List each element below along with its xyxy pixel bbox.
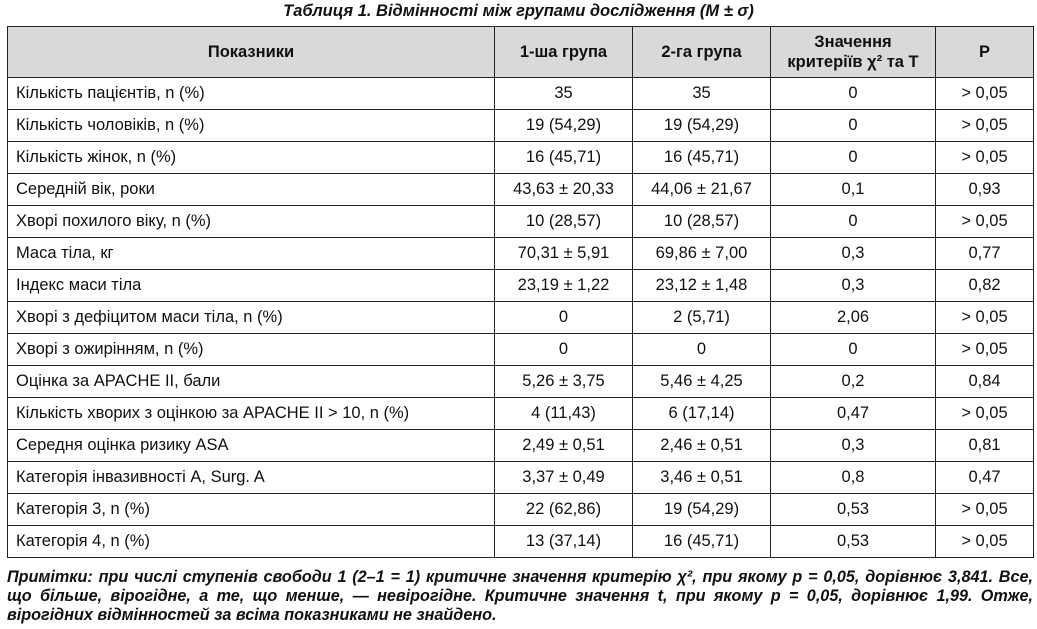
cell-indicator: Середня оцінка ризику ASA <box>8 430 495 462</box>
cell-group2: 2 (5,71) <box>633 302 771 334</box>
cell-p: 0,77 <box>936 238 1034 270</box>
cell-group1: 0 <box>495 302 633 334</box>
table-row <box>8 110 1034 142</box>
cell-criterion: 0 <box>771 110 936 142</box>
cell-group2: 10 (28,57) <box>633 206 771 238</box>
cell-p: > 0,05 <box>936 526 1034 558</box>
cell-group2: 2,46 ± 0,51 <box>633 430 771 462</box>
cell-group1: 43,63 ± 20,33 <box>495 174 633 206</box>
cell-p: 0,82 <box>936 270 1034 302</box>
cell-criterion: 0,3 <box>771 270 936 302</box>
cell-indicator: Хворі з ожирінням, n (%) <box>8 334 495 366</box>
cell-criterion: 0 <box>771 206 936 238</box>
table-row <box>8 430 1034 462</box>
table-row <box>8 398 1034 430</box>
header-criterion <box>771 27 936 78</box>
cell-group1: 5,26 ± 3,75 <box>495 366 633 398</box>
cell-group2: 35 <box>633 78 771 110</box>
cell-group2: 19 (54,29) <box>633 110 771 142</box>
cell-indicator: Кількість пацієнтів, n (%) <box>8 78 495 110</box>
cell-criterion: 0,3 <box>771 430 936 462</box>
cell-indicator: Індекс маси тіла <box>8 270 495 302</box>
cell-p: 0,81 <box>936 430 1034 462</box>
cell-group2: 44,06 ± 21,67 <box>633 174 771 206</box>
cell-group2: 16 (45,71) <box>633 526 771 558</box>
cell-group1: 4 (11,43) <box>495 398 633 430</box>
table-row <box>8 238 1034 270</box>
cell-criterion: 0,53 <box>771 526 936 558</box>
cell-criterion: 0,47 <box>771 398 936 430</box>
cell-group2: 0 <box>633 334 771 366</box>
cell-group1: 3,37 ± 0,49 <box>495 462 633 494</box>
cell-indicator: Кількість хворих з оцінкою за APACHE II > 10, n (%) <box>8 398 495 430</box>
table-row <box>8 366 1034 398</box>
table-header-row <box>8 27 1034 78</box>
table-row <box>8 494 1034 526</box>
table-note: Примітки: при числі ступенів свободи 1 (2–1 = 1) критичне значення критерію χ², при якому p = 0,05, дорівнює 3,841. Все, що більше, вірогідне, а те, що менше, — невірогідне. Критичне значення t, при якому p = 0,05, дорівнює 1,99. Отже, вірогідних відмінностей за всіма показниками не знайдено. <box>7 568 1033 624</box>
header-group2: 2-га група <box>633 27 771 78</box>
cell-group2: 16 (45,71) <box>633 142 771 174</box>
cell-group1: 16 (45,71) <box>495 142 633 174</box>
cell-criterion: 0,3 <box>771 238 936 270</box>
cell-p: 0,84 <box>936 366 1034 398</box>
cell-indicator: Маса тіла, кг <box>8 238 495 270</box>
cell-group1: 2,49 ± 0,51 <box>495 430 633 462</box>
cell-group2: 69,86 ± 7,00 <box>633 238 771 270</box>
cell-p: > 0,05 <box>936 142 1034 174</box>
cell-group1: 13 (37,14) <box>495 526 633 558</box>
cell-group1: 23,19 ± 1,22 <box>495 270 633 302</box>
cell-criterion: 0,2 <box>771 366 936 398</box>
cell-indicator: Кількість чоловіків, n (%) <box>8 110 495 142</box>
table-row <box>8 78 1034 110</box>
cell-group2: 23,12 ± 1,48 <box>633 270 771 302</box>
cell-indicator: Середній вік, роки <box>8 174 495 206</box>
cell-p: > 0,05 <box>936 302 1034 334</box>
cell-p: 0,93 <box>936 174 1034 206</box>
header-criterion-line2: критеріїв χ² та T <box>787 53 919 71</box>
header-p: P <box>936 27 1034 78</box>
cell-p: > 0,05 <box>936 334 1034 366</box>
cell-indicator: Хворі з дефіцитом маси тіла, n (%) <box>8 302 495 334</box>
cell-group1: 10 (28,57) <box>495 206 633 238</box>
cell-indicator: Кількість жінок, n (%) <box>8 142 495 174</box>
cell-indicator: Категорія 4, n (%) <box>8 526 495 558</box>
cell-criterion: 0,53 <box>771 494 936 526</box>
table-row <box>8 334 1034 366</box>
cell-group1: 0 <box>495 334 633 366</box>
cell-p: > 0,05 <box>936 110 1034 142</box>
cell-indicator: Категорія інвазивності A, Surg. A <box>8 462 495 494</box>
table-row <box>8 270 1034 302</box>
cell-criterion: 2,06 <box>771 302 936 334</box>
header-indicator: Показники <box>8 27 495 78</box>
cell-group2: 19 (54,29) <box>633 494 771 526</box>
cell-group1: 70,31 ± 5,91 <box>495 238 633 270</box>
table-row <box>8 174 1034 206</box>
cell-criterion: 0 <box>771 142 936 174</box>
table-row <box>8 302 1034 334</box>
table-row <box>8 526 1034 558</box>
cell-group1: 19 (54,29) <box>495 110 633 142</box>
cell-criterion: 0 <box>771 78 936 110</box>
cell-indicator: Категорія 3, n (%) <box>8 494 495 526</box>
table-row <box>8 142 1034 174</box>
cell-criterion: 0,8 <box>771 462 936 494</box>
cell-group2: 3,46 ± 0,51 <box>633 462 771 494</box>
cell-criterion: 0 <box>771 334 936 366</box>
cell-p: > 0,05 <box>936 398 1034 430</box>
cell-group2: 5,46 ± 4,25 <box>633 366 771 398</box>
header-criterion-line1: Значення <box>814 33 892 51</box>
cell-p: 0,47 <box>936 462 1034 494</box>
header-group1: 1-ша група <box>495 27 633 78</box>
comparison-table <box>7 26 1034 558</box>
cell-group1: 35 <box>495 78 633 110</box>
table-row <box>8 206 1034 238</box>
cell-group2: 6 (17,14) <box>633 398 771 430</box>
cell-indicator: Хворі похилого віку, n (%) <box>8 206 495 238</box>
cell-indicator: Оцінка за APACHE II, бали <box>8 366 495 398</box>
cell-group1: 22 (62,86) <box>495 494 633 526</box>
cell-p: > 0,05 <box>936 78 1034 110</box>
cell-p: > 0,05 <box>936 206 1034 238</box>
cell-criterion: 0,1 <box>771 174 936 206</box>
table-caption: Таблиця 1. Відмінності між групами дослідження (M ± σ) <box>283 2 754 20</box>
cell-p: > 0,05 <box>936 494 1034 526</box>
table-row <box>8 462 1034 494</box>
